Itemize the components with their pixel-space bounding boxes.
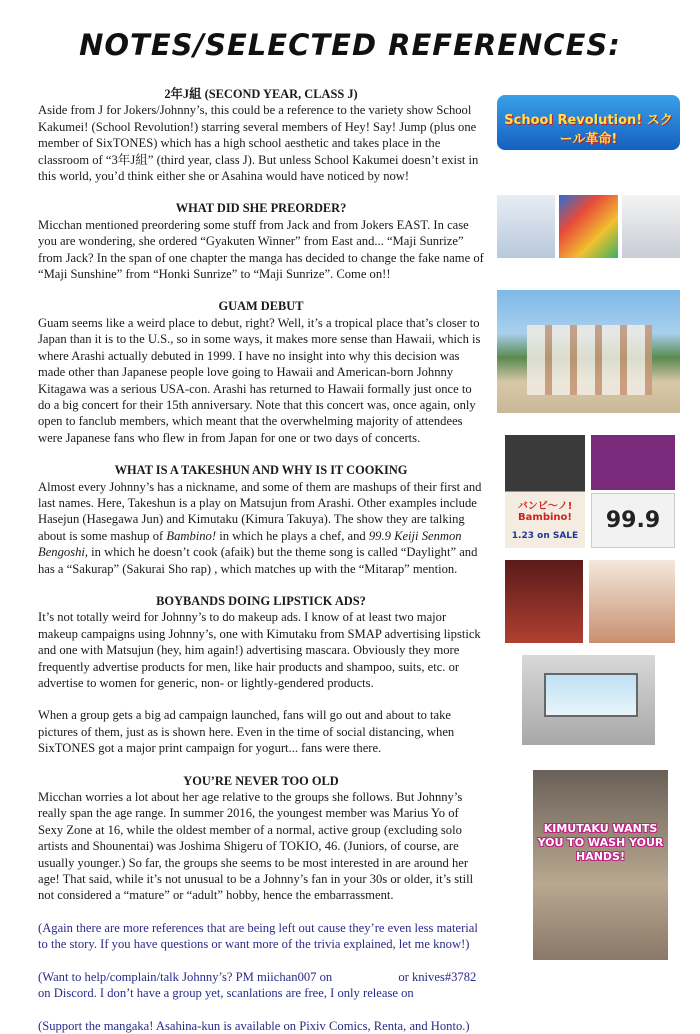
section-takeshun [38,462,484,577]
show-999-cover [591,435,675,490]
section-body: Micchan mentioned preordering some stuff from Jack and from Jokers EAST. In case you are wondering, she ordered “Gyakuten Winner” from East and... “Maji Sunrize” from Jack? In the span of one chapter the manga has decided to change the fake name of “Maji Sunshine” from “Honki Sunrize” to “Maji Sunrize”. Come on!! [38,217,484,282]
group-members [527,325,652,395]
bambino-cover [505,435,585,548]
show-title: 99.9 Keiji Senmon Bengoshi [38,528,462,560]
billboard [544,673,638,717]
show-999-cover [591,493,675,548]
lipstick-ads [505,560,675,643]
sixtones-billboard-photo [522,655,655,745]
section-age [38,773,484,904]
kimutaku-lipstick-ad [505,560,583,643]
section-body: When a group gets a big ad campaign launched, fans will go out and about to take pictures of them, just as is shown here. Even in the time of social distancing, when SixTONES got a major print campaign for yogurt... fans were there. [38,708,455,756]
page-title: NOTES/SELECTED REFERENCES: [79,28,621,62]
cover-image [622,195,680,258]
section-heading: BOYBANDS DOING LIPSTICK ADS? [156,593,366,608]
notes-column [38,86,484,1034]
section-body: It’s not totally weird for Johnny’s to do makeup ads. I know of at least two major makeup campaigns using Johnny’s, one with Kimutaku from SMAP advertising lipstick and one with Matsujun (hey, him again!) advertising mascara. Obviously they more frequently advertise products for men, like hair products and shampoo, suits, etc. or advertise to women for generic, non- or lightly-gendered products. [38,610,481,690]
body-text: Almost every Johnny’s has a nickname, and some of them are mashups of their first and last names. Here, Takeshun is a play on Matsujun from Arashi. Other examples include Hasejun (Hasegawa Jun) and Kimutaku (Kimura Takuya). The show they are talking about is some mashup of [38,479,482,543]
cover-image [559,195,617,258]
section-body [38,479,484,577]
section-lipstick [38,593,484,757]
sale-text: 1.23 on SALE [511,531,579,541]
section-heading: YOU’RE NEVER TOO OLD [183,773,339,788]
body-text: in which he plays a chef, and [216,528,369,543]
note-more-references: (Again there are more references that are being left out cause they’re even less material to the story. If you have questions or want more of the trivia explained, let me know!) [38,920,478,952]
matsujun-mascara-ad [589,560,675,643]
section-body: Guam seems like a weird place to debut, right? Well, it’s a tropical place that’s closer to Japan than it is to the U.S., so in some ways, it makes more sense than Hawaii, which is where Arashi actually debuted in 1999. I have no insight into why this decision was made other than Japanese people love going to Hawaii and American-born Johnny Kitagawa was a serious USA-con. Arashi has returned to Hawaii formally just once to do a big concert for their 15th anniversary. Note that this concert was, once again, only open to fanclub members, which meant that the overwhelming majority of attendees were Japanese fans who flew in from Japan for one or two days of concerts. [38,315,481,445]
section-heading: WHAT IS A TAKESHUN AND WHY IS IT COOKING [114,463,408,478]
section-body: Aside from J for Jokers/Johnny’s, this could be a reference to the variety show School Kakumei! (School Revolution!) starring several members of Hey! Say! Jump (plus one member of SixTONES) which has a high school aesthetic and takes place in the classroom of “3年J組” (third year, class J). But unless School Kakumei doesn’t exist in this world, you’d think either she or Asahina would have noticed by now! [38,103,479,184]
section-heading: GUAM DEBUT [218,299,304,314]
section-heading: WHAT DID SHE PREORDER? [175,201,347,216]
logo-text: School Revolution! スクール革命! [504,113,673,147]
section-class-j [38,86,484,184]
takeshun-show-covers [505,435,675,548]
bambino-title: バンビ〜ノ! Bambino! [517,501,573,523]
note-contact: (Want to help/complain/talk Johnny’s? PM miichan007 on or knives#3782 on Discord. I don’t have a group yet, scanlations are free, I only release on [38,969,480,1001]
guam-debut-photo [497,290,680,413]
show-999-title: 99.9 [605,508,661,533]
show-title: Bambino! [166,528,217,543]
cover-image [497,195,555,258]
section-guam [38,298,484,446]
note-support: (Support the mangaka! Asahina-kun is available on Pixiv Comics, Renta, and Honto.) [38,1018,470,1033]
kimutaku-handwash-photo [533,770,668,960]
kimutaku-caption: KIMUTAKU WANTS YOU TO WASH YOUR HANDS! [537,822,664,863]
school-revolution-logo [497,95,680,150]
section-heading: 2年J組 (SECOND YEAR, CLASS J) [164,87,358,101]
section-body: Micchan worries a lot about her age relative to the groups she follows. But Johnny’s really span the age range. In summer 2016, the youngest member was Marius Yo of Sexy Zone at 16, while the oldest member of a normal, active group (excluding solo artists and Shounentai) was Joshima Shigeru of TOKIO, 46. (Juniors, of course, are usually younger.) So far, the groups she seems to be most interested in are around her age! That said, while it’s not unusual to be a Johnny’s fan in your 30s or older, it’s still not considered a “mature” or “adult” hobby, hence the embarrassment. [38,790,474,903]
section-preorder [38,200,484,282]
body-text: , in which he doesn’t cook (afaik) but the theme song is called “Daylight” and has a “Sakurap” (Sakurai Sho rap) , which matches up with the “Mitarap” mention. [38,545,478,576]
preorder-covers [497,195,680,258]
